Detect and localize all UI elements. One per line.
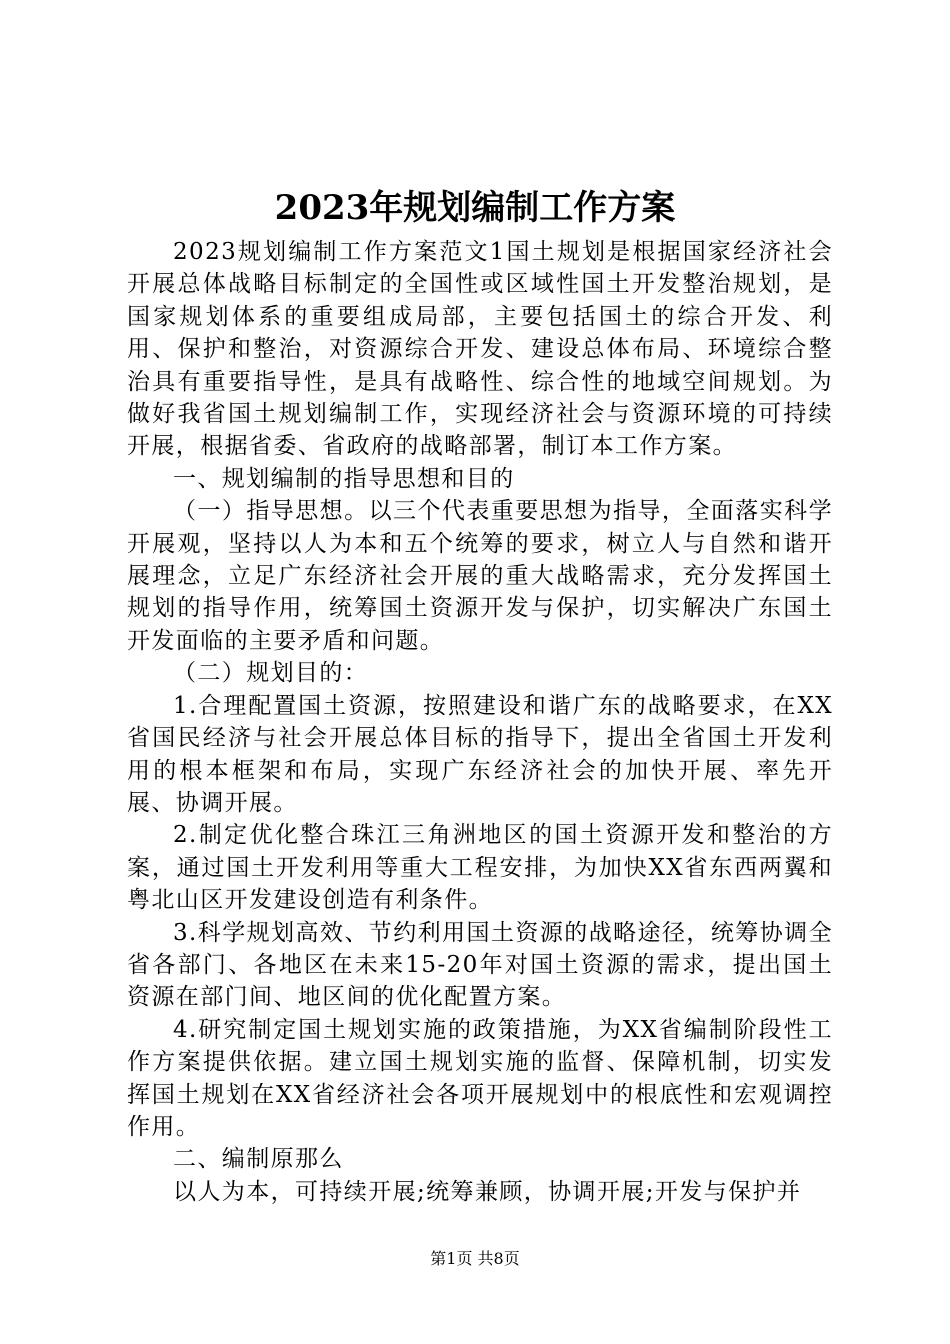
purpose-item-3: 3.科学规划高效、节约利用国土资源的战略途径，统筹协调全省各部门、各地区在未来15-20年对国土资源的需求，提出国土资源在部门间、地区间的优化配置方案。 <box>127 919 833 1011</box>
purpose-item-1: 1.合理配置国土资源，按照建设和谐广东的战略要求，在XX省国民经济与社会开展总体目标的指导下，提出全省国土开发利用的根本框架和布局，实现广东经济社会的加快开展、率先开展、协调开展。 <box>127 692 833 816</box>
document-title: 2023年规划编制工作方案 <box>274 188 676 228</box>
subsection-heading-purpose: （二）规划目的： <box>173 660 369 687</box>
page-footer: 第1页 共8页 <box>430 1249 520 1268</box>
section-heading-1: 一、规划编制的指导思想和目的 <box>173 465 515 492</box>
guiding-thought-paragraph: （一）指导思想。以三个代表重要思想为指导，全面落实科学开展观，坚持以人为本和五个统筹的要求，树立人与自然和谐开展理念，立足广东经济社会开展的重大战略需求，充分发挥国土规划的指导作用，统筹国土资源开发与保护，切实解决广东国土开发面临的主要矛盾和问题。 <box>127 498 833 654</box>
principles-paragraph: 以人为本，可持续开展;统筹兼顾，协调开展;开发与保护并 <box>173 1178 802 1205</box>
purpose-item-2: 2.制定优化整合珠江三角洲地区的国土资源开发和整治的方案，通过国土开发利用等重大工程安排，为加快XX省东西两翼和粤北山区开发建设创造有利条件。 <box>127 822 833 914</box>
document-body <box>127 236 833 1208</box>
section-heading-2: 二、编制原那么 <box>173 1146 344 1173</box>
intro-paragraph: 2023规划编制工作方案范文1国土规划是根据国家经济社会开展总体战略目标制定的全国性或区域性国土开发整治规划，是国家规划体系的重要组成局部，主要包括国土的综合开发、利用、保护和整治，对资源综合开发、建设总体布局、环境综合整治具有重要指导性，是具有战略性、综合性的地域空间规划。为做好我省国土规划编制工作，实现经济社会与资源环境的可持续开展，根据省委、省政府的战略部署，制订本工作方案。 <box>127 239 833 460</box>
purpose-item-4: 4.研究制定国土规划实施的政策措施，为XX省编制阶段性工作方案提供依据。建立国土规划实施的监督、保障机制，切实发挥国土规划在XX省经济社会各项开展规划中的根底性和宏观调控作用。 <box>127 1016 833 1140</box>
